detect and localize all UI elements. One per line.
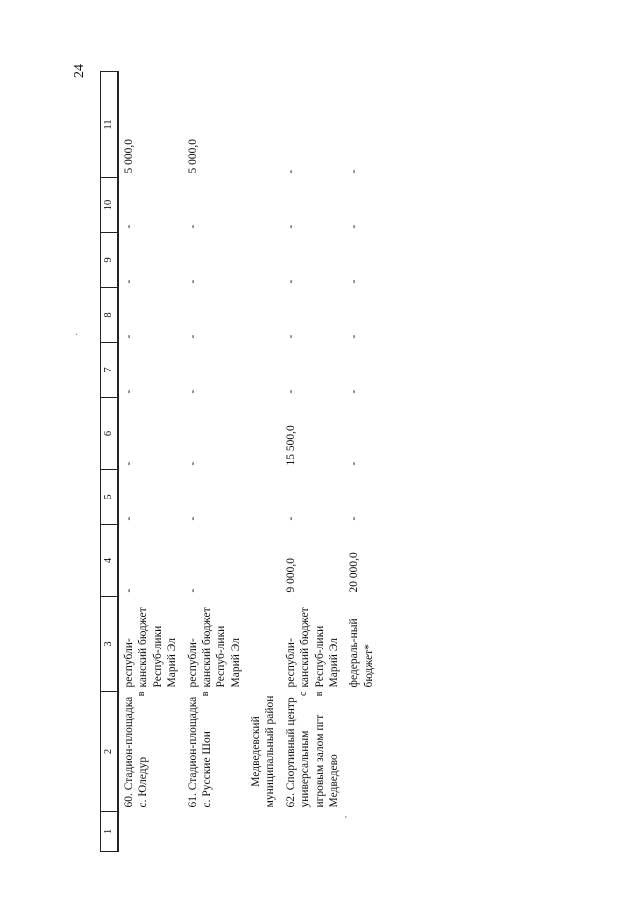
col-header-3: 3 [101,597,119,692]
value-col6: - [348,461,361,466]
value-col5: - [186,516,199,521]
page-number: 24 [72,64,87,78]
district-row [246,72,281,852]
object-name-wrap [122,691,151,808]
col-header-8: 8 [101,288,119,343]
table-row [183,72,247,852]
value-col4: - [123,588,135,593]
cell-col1 [183,812,247,852]
cell-col1 [344,812,379,852]
value-col5: - [284,516,297,521]
value-col4: - [186,588,199,593]
value-col11: - [284,169,297,174]
object-name-cell [183,692,247,812]
col-header-1: 1 [101,812,119,852]
object-name: 61. Стадион-площадка с. Русские Шои [186,696,213,808]
col-header-5: 5 [101,470,119,525]
col-header-7: 7 [101,343,119,398]
value-col4: 9 000,0 [284,558,297,593]
preposition-mark: в [199,691,211,697]
district-row-filler [246,72,281,692]
col-header-11: 11 [101,72,119,178]
value-col11: - [348,169,361,174]
value-col11: 5 000,0 [186,139,199,174]
value-col10: - [284,224,297,229]
preposition-mark: в [136,691,147,697]
budget-table [100,71,379,852]
funding-source: республи-канский бюджет Респуб-лики Марий Эл [123,607,179,688]
col-header-6: 6 [101,398,119,470]
value-col10: - [123,224,135,229]
value-col7: - [123,389,135,394]
value-col4: 20 000,0 [348,552,361,593]
scan-speck: · [75,330,79,341]
district-name: Медведевский муниципальный район [250,695,277,808]
value-col6: 15 500,0 [284,425,297,466]
value-col6: - [123,461,135,466]
value-col10: - [186,224,199,229]
value-col7: - [284,389,297,394]
value-col9: - [348,279,361,284]
cell-col1 [246,812,281,852]
value-col8: - [123,334,135,339]
object-name: 60. Стадион-площадка с. Юледур [123,696,150,808]
value-col5: - [348,516,361,521]
value-col9: - [186,279,199,284]
value-col6: - [186,461,199,466]
object-name-wrap [186,691,215,808]
value-col7: - [348,389,361,394]
object-name-wrap [284,691,342,808]
funding-source: республи-канский бюджет Респуб-лики Марий Эл [186,607,242,688]
cell-col1 [281,812,345,852]
rotated-table-container [100,72,530,852]
object-name-cell [118,692,183,812]
value-col8: - [348,334,361,339]
value-col11: 5 000,0 [123,139,135,174]
table-row [281,72,345,852]
funding-source: федераль-ный бюджет* [348,618,375,688]
object-name: 62. Спортивный центр универсальным игровым залом пгт Медведево [284,697,340,808]
preposition-mark: с [297,691,309,696]
value-col8: - [284,334,297,339]
funding-source: республи-канский бюджет Респуб-лики Марий Эл [284,607,340,688]
scan-speck: ' [345,815,347,826]
cell-col1 [118,812,183,852]
col-header-10: 10 [101,178,119,233]
table-row [118,72,183,852]
value-col10: - [348,224,361,229]
object-name-cell [281,692,379,812]
col-header-4: 4 [101,525,119,597]
table-header [101,72,119,852]
col-header-9: 9 [101,233,119,288]
value-col5: - [123,516,135,521]
value-col7: - [186,389,199,394]
value-col8: - [186,334,199,339]
value-col9: - [284,279,297,284]
col-header-2: 2 [101,692,119,812]
preposition-mark: в [313,691,325,697]
value-col9: - [123,279,135,284]
